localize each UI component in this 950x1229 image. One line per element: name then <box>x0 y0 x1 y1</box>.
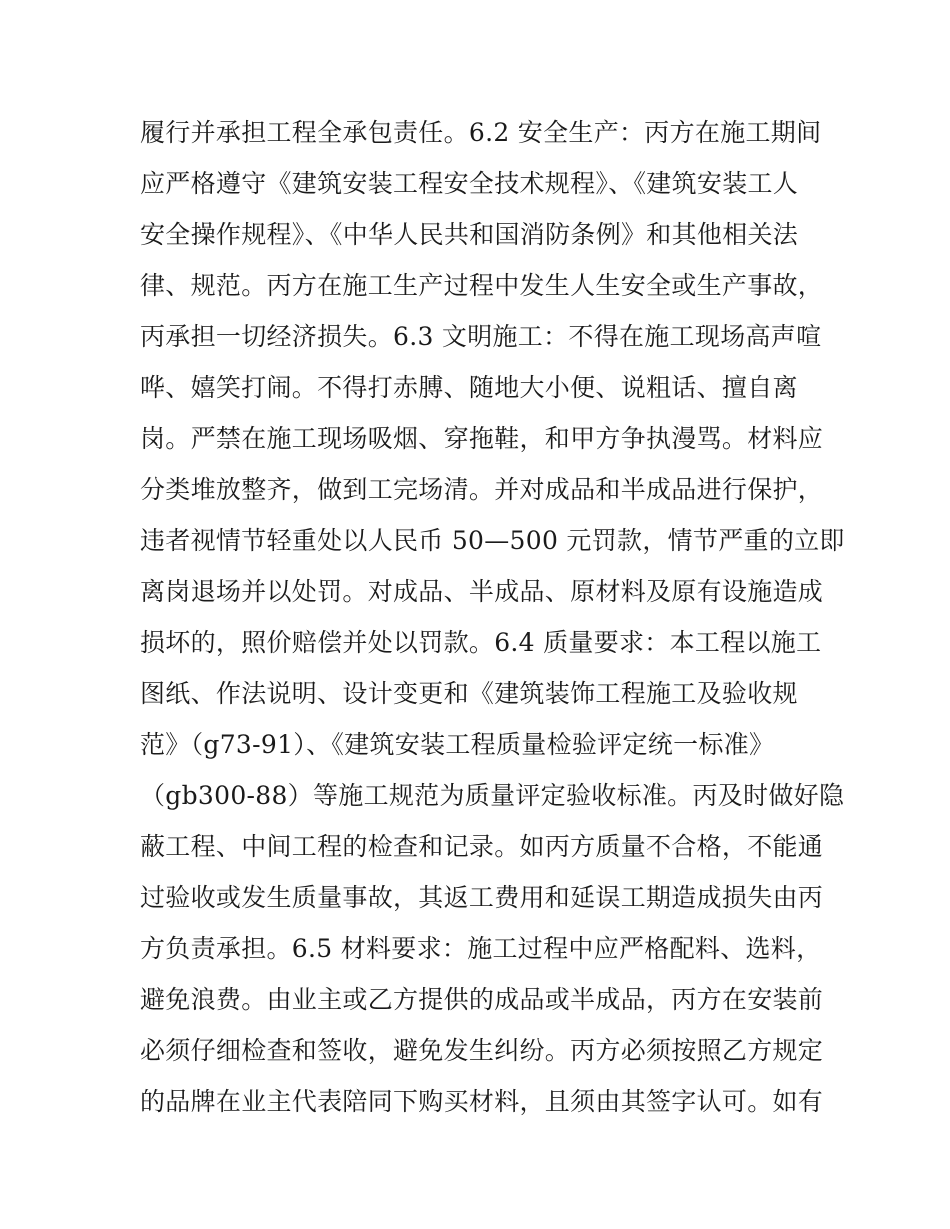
text-line: 安全操作规程》、《中华人民共和国消防条例》和其他相关法 <box>140 220 799 249</box>
body-text <box>140 107 845 1127</box>
text-line: 方负责承担。6.5 材料要求：施工过程中应严格配料、选料， <box>140 934 822 963</box>
text-line: 丙承担一切经济损失。6.3 文明施工：不得在施工现场高声喧 <box>140 322 822 351</box>
text-line: 的品牌在业主代表陪同下购买材料，且须由其签字认可。如有 <box>140 1087 824 1116</box>
text-line: 图纸、作法说明、设计变更和《建筑装饰工程施工及验收规 <box>140 679 798 708</box>
text-line: 蔽工程、中间工程的检查和记录。如丙方质量不合格，不能通 <box>140 832 824 861</box>
text-line: 范》（g73-91）、《建筑安装工程质量检验评定统一标准》 <box>140 730 775 759</box>
text-line: 律、规范。丙方在施工生产过程中发生人生安全或生产事故， <box>140 271 824 300</box>
text-line: 应严格遵守《建筑安装工程安全技术规程》、《建筑安装工人 <box>140 169 799 198</box>
text-line: 必须仔细检查和签收，避免发生纠纷。丙方必须按照乙方规定 <box>140 1036 824 1065</box>
text-line: 过验收或发生质量事故，其返工费用和延误工期造成损失由丙 <box>140 883 824 912</box>
text-line: 违者视情节轻重处以人民币 50—500 元罚款，情节严重的立即 <box>140 526 845 555</box>
text-line: 岗。严禁在施工现场吸烟、穿拖鞋，和甲方争执漫骂。材料应 <box>140 424 824 453</box>
text-line: 履行并承担工程全承包责任。6.2 安全生产：丙方在施工期间 <box>140 118 822 147</box>
text-line: （gb300-88）等施工规范为质量评定验收标准。丙及时做好隐 <box>140 781 845 810</box>
text-line: 离岗退场并以处罚。对成品、半成品、原材料及原有设施造成 <box>140 577 824 606</box>
text-line: 避免浪费。由业主或乙方提供的成品或半成品，丙方在安装前 <box>140 985 824 1014</box>
text-line: 损坏的，照价赔偿并处以罚款。6.4 质量要求：本工程以施工 <box>140 628 822 657</box>
text-line: 哗、嬉笑打闹。不得打赤膊、随地大小便、说粗话、擅自离 <box>140 373 798 402</box>
text-line: 分类堆放整齐，做到工完场清。并对成品和半成品进行保护， <box>140 475 824 504</box>
